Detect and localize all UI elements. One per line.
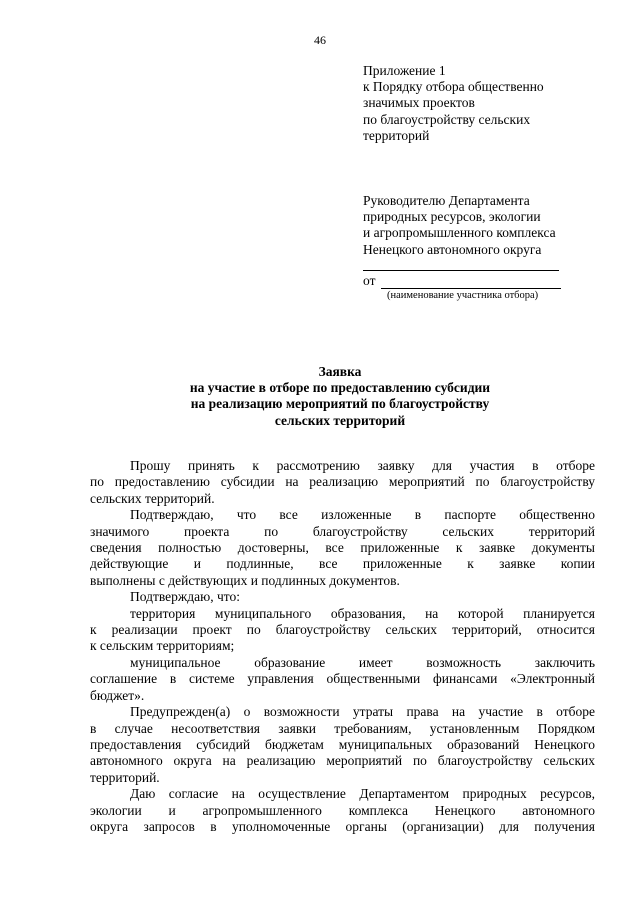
participant-name-caption: (наименование участника отбора) <box>387 290 539 301</box>
blank-line <box>363 270 559 271</box>
addressee-line: Руководителю Департамента <box>363 193 530 208</box>
title-line: Заявка <box>318 364 362 379</box>
text-line: сельских территорий. <box>90 490 215 506</box>
text-line: территорий. <box>90 769 160 785</box>
text-line: соглашение в системе управления общественными финансами «Электронный <box>90 671 595 687</box>
paragraph <box>90 655 595 704</box>
text-line: округа запросов в уполномоченные органы (организации) для получения <box>90 818 595 834</box>
text-line: сведения полностью достоверны, все приложенные к заявке документы <box>90 540 595 556</box>
text-line: в случае несоответствия заявки требованиям, установленным Порядком <box>90 720 595 736</box>
text-line: экологии и агропромышленного комплекса Ненецкого автономного <box>90 802 595 818</box>
paragraph <box>90 507 595 589</box>
body-text <box>90 458 595 835</box>
page-number: 46 <box>314 33 326 47</box>
paragraph <box>90 589 595 605</box>
addressee-line: Ненецкого автономного округа <box>363 241 542 257</box>
text-line: Даю согласие на осуществление Департаментом природных ресурсов, <box>130 786 595 802</box>
text-line: к реализации проект по благоустройству сельских территорий, относится <box>90 622 595 638</box>
text-line: Подтверждаю, что все изложенные в паспорте общественно <box>130 507 595 523</box>
annex-line: Приложение 1 <box>363 63 446 78</box>
addressee-line: природных ресурсов, экологии <box>363 209 541 225</box>
text-line: действующие и подлинные, все приложенные к заявке копии <box>90 556 595 572</box>
title-line: сельских территорий <box>274 412 406 428</box>
text-line: Предупрежден(а) о возможности утраты права на участие в отборе <box>130 704 595 720</box>
annex-block <box>363 63 544 144</box>
participant-name-line <box>381 288 561 289</box>
text-line: предоставления субсидий бюджетам муниципальных образований Ненецкого <box>90 736 595 752</box>
text-line: Прошу принять к рассмотрению заявку для участия в отборе <box>130 458 595 473</box>
paragraph <box>90 606 595 655</box>
addressee-block <box>363 193 556 258</box>
title-line: на реализацию мероприятий по благоустройству <box>190 396 490 412</box>
from-label: от <box>363 273 376 288</box>
annex-line: территорий <box>363 127 430 143</box>
annex-line: значимых проектов <box>363 95 475 111</box>
document-title <box>0 364 640 429</box>
text-line: Подтверждаю, что: <box>130 589 240 605</box>
paragraph <box>90 704 595 786</box>
text-line: по предоставлению субсидии на реализацию мероприятий по благоустройству <box>90 474 595 490</box>
paragraph <box>90 786 595 835</box>
paragraph <box>90 458 595 507</box>
title-line: на участие в отборе по предоставлению субсидии <box>189 380 491 396</box>
text-line: бюджет». <box>90 687 145 703</box>
addressee-line: и агропромышленного комплекса <box>363 225 556 241</box>
annex-line: по благоустройству сельских <box>363 111 531 127</box>
text-line: автономного округа на реализацию мероприятий по благоустройству сельских <box>90 753 595 769</box>
annex-line: к Порядку отбора общественно <box>363 79 544 95</box>
text-line: значимого проекта по благоустройству сельских территорий <box>90 523 595 539</box>
text-line: муниципальное образование имеет возможность заключить <box>130 654 595 670</box>
text-line: к сельским территориям; <box>90 638 235 654</box>
text-line: территория муниципального образования, на которой планируется <box>130 605 595 621</box>
text-line: выполнены с действующих и подлинных документов. <box>90 572 400 588</box>
